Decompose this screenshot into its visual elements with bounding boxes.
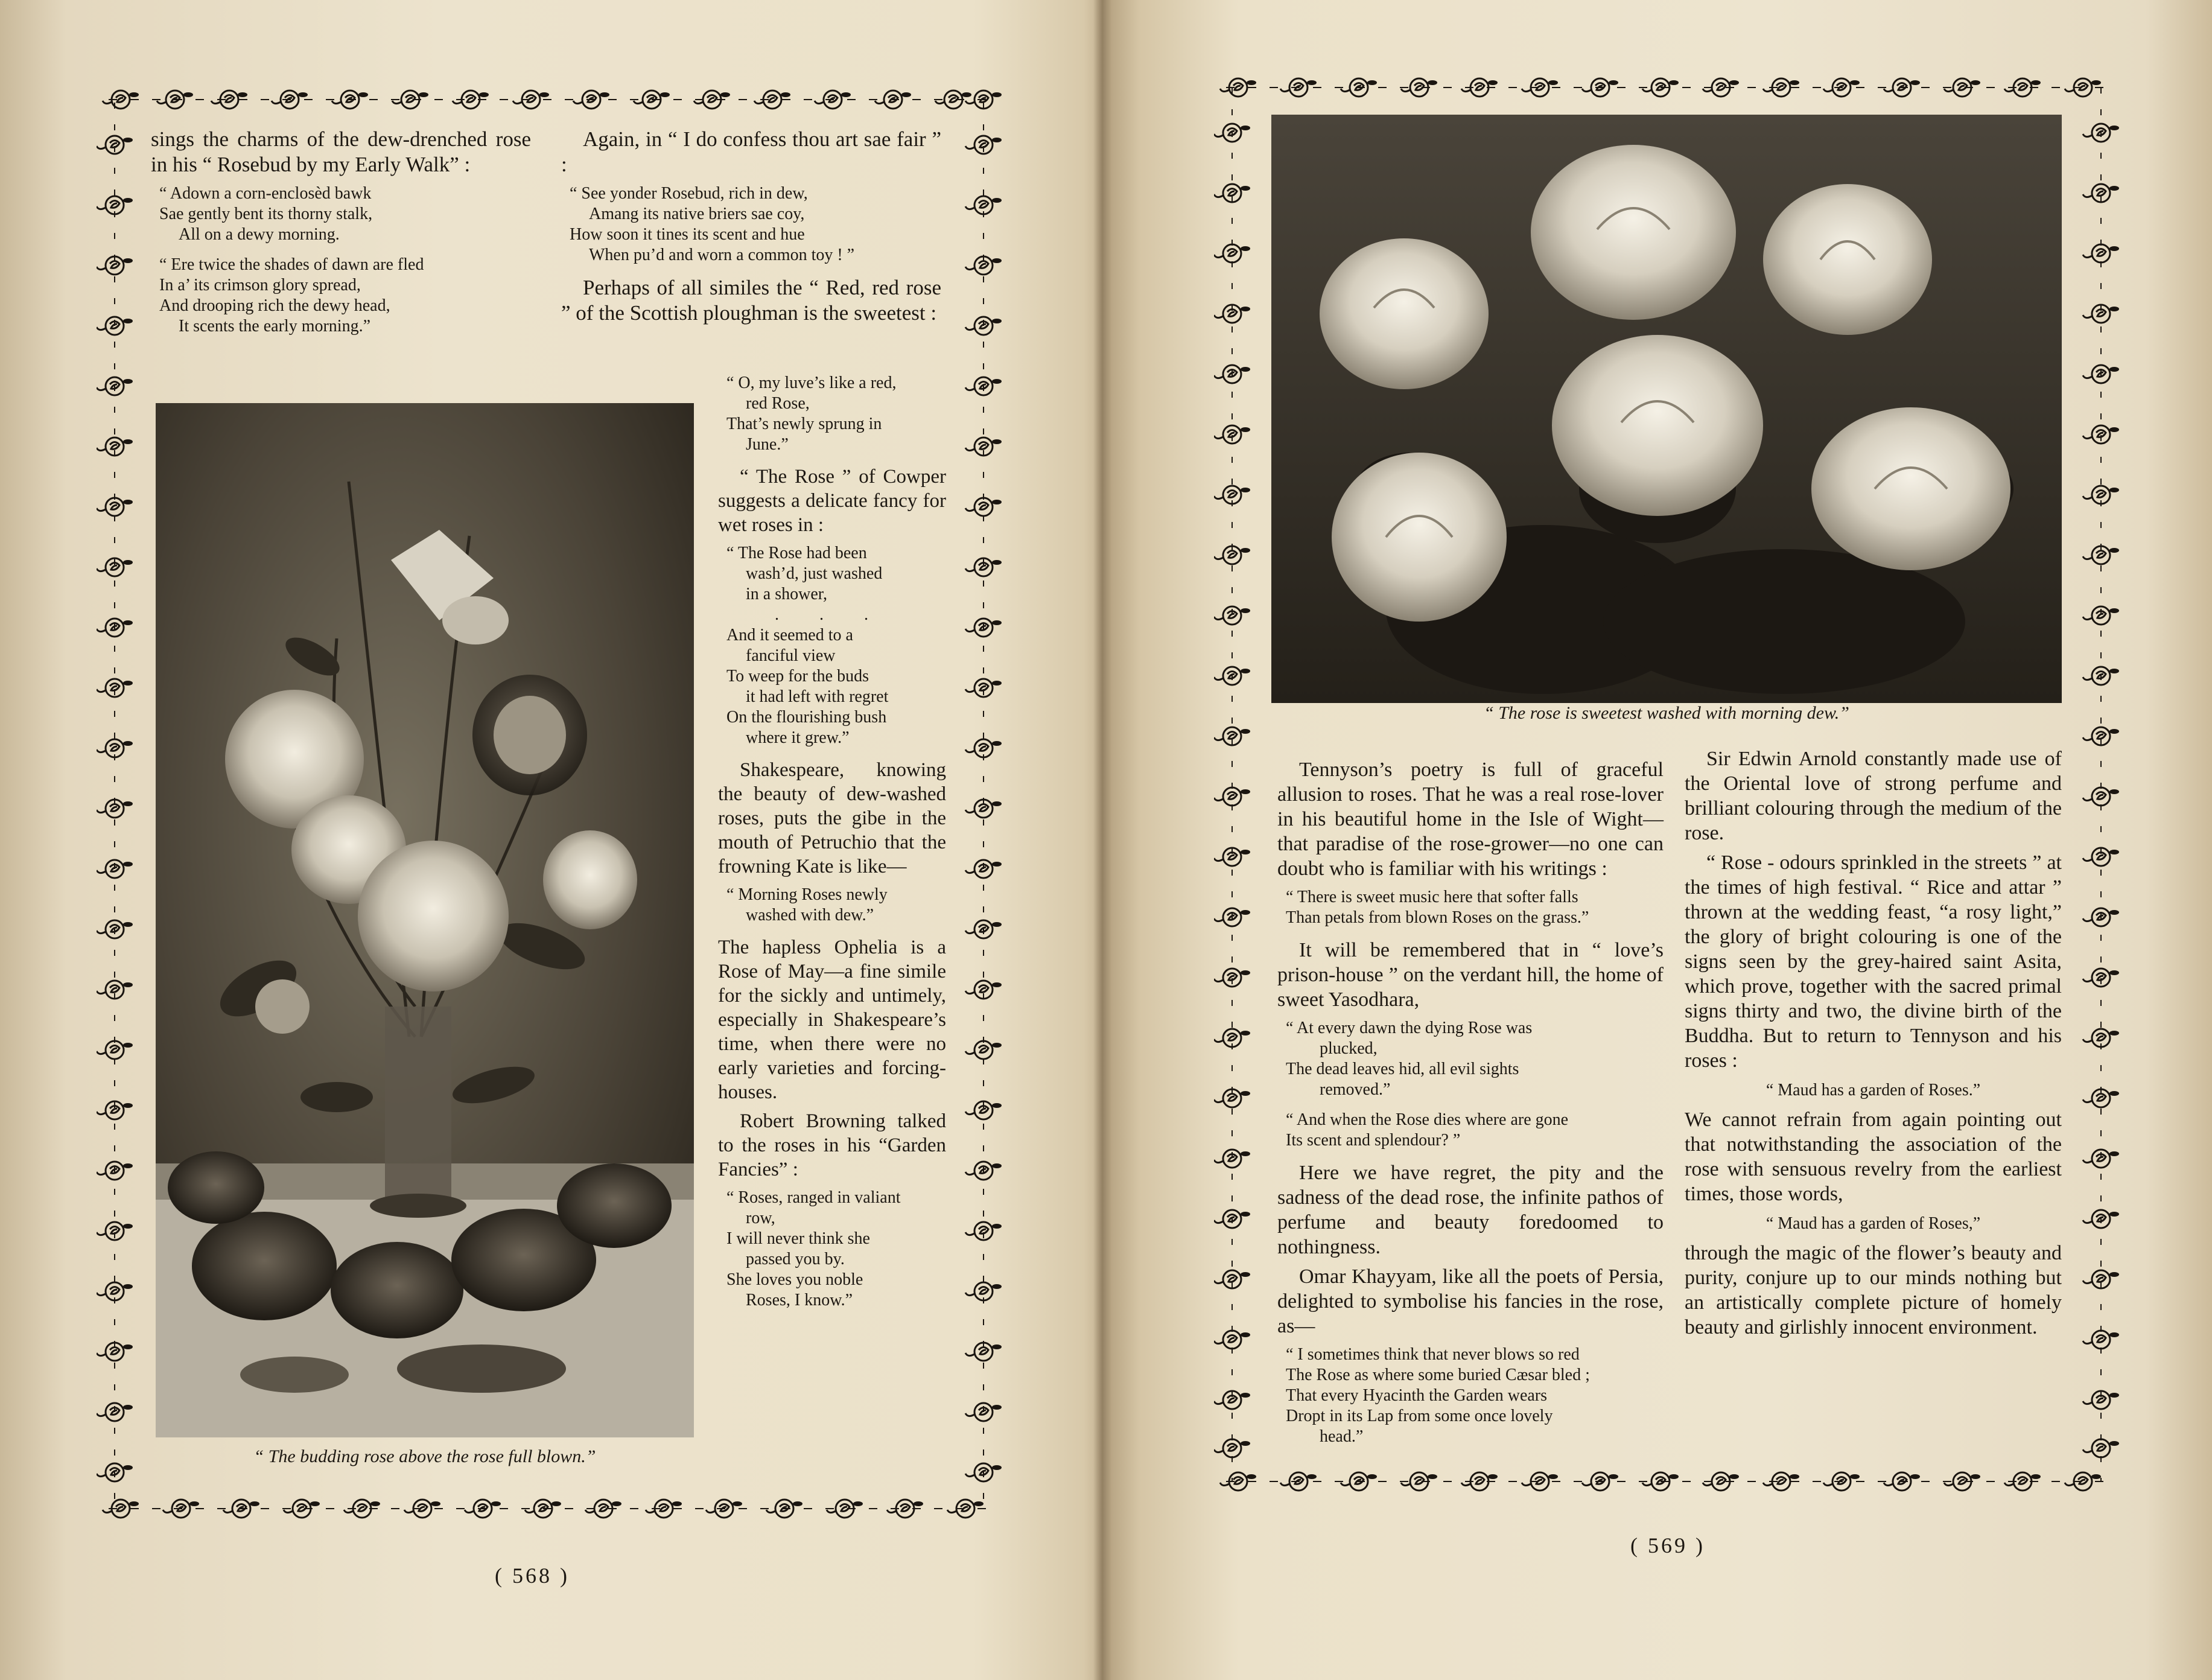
poem-line: row, [746, 1209, 775, 1227]
poem-line: She loves you noble [726, 1270, 863, 1289]
poem-line: “ See yonder Rosebud, rich in dew, [570, 184, 808, 203]
pull-quote: “ Maud has a garden of Roses,” [1765, 1214, 1981, 1233]
poem-line: “ I sometimes think that never blows so red [1286, 1345, 1580, 1364]
poem-block [718, 885, 946, 926]
page-number-left: ( 568 ) [495, 1564, 570, 1588]
paragraph: Shakespeare, knowing the beauty of dew-washed roses, puts the gibe in the mouth of Petruchio that the frowning Kate is like— [718, 759, 946, 877]
poem-line: “ There is sweet music here that softer falls [1286, 888, 1578, 906]
paragraph: It will be remembered that in “ love’s prison-house ” on the verdant hill, the home of sweet Yasodhara, [1277, 939, 1664, 1011]
right-page [1111, 0, 2212, 1680]
poem-line: All on a dewy morning. [179, 225, 340, 244]
poem-block [1277, 1110, 1664, 1151]
poem-block [561, 183, 941, 266]
poem-line: “ At every dawn the dying Rose was [1286, 1019, 1533, 1037]
paragraph: The hapless Ophelia is a Rose of May—a fine simile for the sickly and untimely, especially in Shakespeare’s time, when there were no early varieties and forcing-houses. [718, 937, 946, 1103]
paragraph: through the magic of the flower’s beauty and purity, conjure up to our minds nothing but an artistically complete picture of homely beauty and girlishly innocent environment. [1685, 1242, 2062, 1338]
poem-line: The Rose as where some buried Cæsar bled ; [1286, 1366, 1590, 1384]
border-side-left-b [965, 103, 1002, 1509]
poem-block [718, 543, 946, 748]
paragraph: Sir Edwin Arnold constantly made use of the Oriental love of strong perfume and brilliant colouring through the medium of the rose. [1685, 748, 2062, 844]
paragraph: “ The Rose ” of Cowper suggests a delicate fancy for wet roses in : [718, 466, 946, 536]
book-gutter [1093, 0, 1111, 1680]
poem-line: removed.” [1320, 1080, 1391, 1099]
poem-line: Roses, I know.” [746, 1291, 853, 1309]
poem-line: I will never think she [726, 1229, 870, 1248]
poem-line: That every Hyacinth the Garden wears [1286, 1386, 1548, 1405]
poem-line: When pu’d and worn a common toy ! ” [589, 246, 855, 264]
paragraph: “ Rose - odours sprinkled in the streets ” at the times of high festival. “ Rice and attar ” thrown at the wedding feast, “a rosy light,” the glory of bright colouring is one of the signs seen by the grey-haired saint Asita, which prove, together with the sacred primal signs thirty and two, the divine birth of the Buddha. But to return to Tennyson and his roses : [1685, 851, 2062, 1072]
poem-line: passed you by. [746, 1250, 845, 1268]
poem-line: . . . [775, 605, 886, 624]
poem-line: “ And when the Rose dies where are gone [1286, 1110, 1569, 1129]
poem-line: Sae gently bent its thorny stalk, [159, 205, 373, 223]
left-col2-text [561, 127, 941, 331]
poem-line: head.” [1320, 1427, 1364, 1446]
poem-line: wash’d, just washed [746, 564, 883, 583]
poem-line: in a shower, [746, 585, 827, 603]
poem-line: That’s newly sprung in [726, 415, 882, 433]
left-photo-caption: “ The budding rose above the rose full blown.” [253, 1446, 596, 1466]
poem-line: fanciful view [746, 646, 836, 665]
poem-line: “ Roses, ranged in valiant [726, 1188, 901, 1207]
poem-line: The dead leaves hid, all evil sights [1286, 1060, 1519, 1078]
poem-block [718, 373, 946, 455]
poem-block [1277, 1344, 1664, 1447]
poem-line: plucked, [1320, 1039, 1378, 1058]
left-col2-narrow-text [718, 373, 946, 1320]
poem-line: “ Adown a corn-enclosèd bawk [159, 184, 372, 203]
border-side-left-a [97, 103, 133, 1509]
paragraph: Tennyson’s poetry is full of graceful allusion to roses. That he was a real rose-lover in his beautiful home in the Isle of Wight—that paradise of the rose-grower—no one can doubt who is familiar with his writings : [1277, 759, 1664, 880]
pull-quote: “ Maud has a garden of Roses.” [1765, 1081, 1981, 1099]
white-roses-photo [1271, 115, 2062, 703]
poem-block [1277, 887, 1664, 928]
paragraph: Again, in “ I do confess thou art sae fair ” : [561, 127, 941, 176]
poem-line: washed with dew.” [746, 906, 874, 924]
paragraph: sings the charms of the dew-drenched rose in his “ Rosebud by my Early Walk” : [151, 127, 531, 176]
rose-vase-photo [156, 403, 694, 1437]
poem-line: red Rose, [746, 394, 810, 413]
paragraph: We cannot refrain from again pointing out that notwithstanding the association of the rose with sensuous revelry from the earliest times, those words, [1685, 1109, 2062, 1205]
poem-line: Than petals from blown Roses on the grass.” [1286, 908, 1589, 927]
paragraph: Here we have regret, the pity and the sadness of the dead rose, the infinite pathos of perfume and beauty foredoomed to nothingness. [1277, 1162, 1664, 1258]
poem-line: “ Ere twice the shades of dawn are fled [159, 255, 424, 274]
border-bottom-left [103, 1500, 990, 1518]
poem-line: “ O, my luve’s like a red, [726, 374, 897, 392]
paragraph: Robert Browning talked to the roses in his “Garden Fancies” : [718, 1110, 946, 1180]
border-side-right-b [2083, 88, 2119, 1481]
left-page [0, 0, 1093, 1680]
border-bottom-right [1220, 1472, 2107, 1491]
border-top-right [1220, 78, 2107, 97]
poem-block [151, 255, 531, 337]
poem-line: And drooping rich the dewy head, [159, 296, 390, 315]
right-col2-text [1685, 746, 2062, 1344]
poem-line: “ The Rose had been [726, 544, 867, 562]
poem-block [1277, 1018, 1664, 1100]
poem-line: where it grew.” [746, 728, 850, 747]
poem-line: it had left with regret [746, 687, 889, 706]
poem-line: It scents the early morning.” [179, 317, 371, 336]
poem-block [151, 183, 531, 245]
poem-line: And it seemed to a [726, 626, 853, 644]
poem-line: How soon it tines its scent and hue [570, 225, 805, 244]
poem-line: In a’ its crimson glory spread, [159, 276, 361, 294]
paragraph: Perhaps of all similes the “ Red, red rose ” of the Scottish ploughman is the sweetest : [561, 276, 941, 325]
right-col1-text [1277, 757, 1664, 1457]
left-col1-text [151, 127, 531, 346]
poem-line: Its scent and splendour? ” [1286, 1131, 1461, 1150]
paragraph: Omar Khayyam, like all the poets of Persia, delighted to symbolise his fancies in the rose, as— [1277, 1265, 1664, 1337]
poem-line: June.” [746, 435, 789, 454]
poem-line: “ Morning Roses newly [726, 885, 888, 904]
border-side-right-a [1214, 88, 1250, 1481]
poem-line: Amang its native briers sae coy, [589, 205, 805, 223]
poem-line: Dropt in its Lap from some once lovely [1286, 1407, 1553, 1425]
page-number-right: ( 569 ) [1630, 1533, 1705, 1558]
poem-block [718, 1188, 946, 1311]
poem-line: To weep for the buds [726, 667, 869, 686]
right-photo-caption: “ The rose is sweetest washed with morning dew.” [1484, 703, 1849, 723]
poem-line: On the flourishing bush [726, 708, 887, 727]
border-top-left [103, 91, 1002, 109]
